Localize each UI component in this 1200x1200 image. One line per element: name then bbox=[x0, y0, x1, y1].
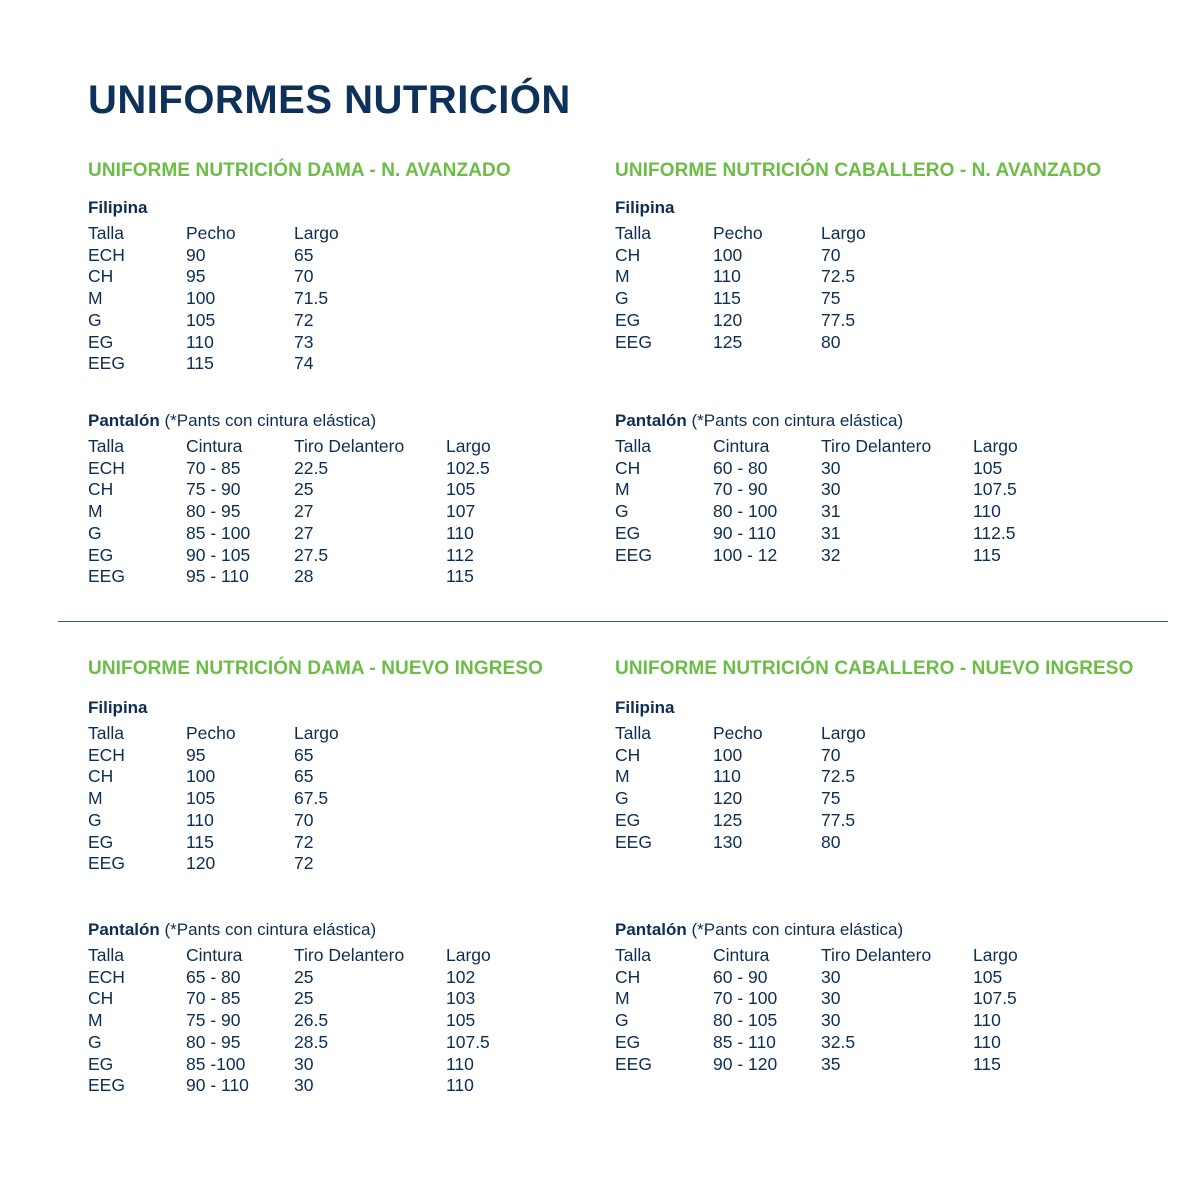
pantalon-table bbox=[615, 436, 1018, 566]
table-cell: G bbox=[88, 1031, 102, 1052]
table-cell: EG bbox=[615, 309, 641, 330]
table-row bbox=[88, 245, 446, 267]
table-cell: 32.5 bbox=[821, 1031, 856, 1052]
table-cell: 125 bbox=[713, 809, 743, 830]
column-header: Tiro Delantero bbox=[821, 436, 932, 456]
table-cell: 95 bbox=[186, 266, 206, 287]
filipina-table bbox=[615, 223, 973, 353]
table-header-row bbox=[88, 436, 491, 458]
table-cell: 110 bbox=[973, 1031, 1001, 1052]
table-cell: 72 bbox=[294, 853, 314, 874]
table-cell: 30 bbox=[821, 988, 841, 1009]
table-cell: EEG bbox=[615, 331, 652, 352]
column-header: Talla bbox=[88, 436, 124, 456]
table-row bbox=[88, 1032, 491, 1054]
table-row bbox=[615, 310, 973, 332]
filipina-table bbox=[615, 723, 973, 853]
table-row bbox=[615, 501, 1018, 523]
table-row bbox=[88, 353, 446, 375]
table-row bbox=[88, 766, 446, 788]
table-header-row bbox=[615, 723, 973, 745]
column-header: Pecho bbox=[713, 223, 763, 243]
table-cell: 65 - 80 bbox=[186, 966, 241, 987]
table-cell: 100 bbox=[713, 244, 743, 265]
section-title: UNIFORME NUTRICIÓN DAMA - N. AVANZADO bbox=[88, 160, 511, 181]
column-header: Cintura bbox=[713, 436, 770, 456]
column-header: Tiro Delantero bbox=[821, 945, 932, 965]
table-cell: 70 bbox=[821, 744, 841, 765]
table-cell: 60 - 80 bbox=[713, 457, 768, 478]
table-cell: 110 bbox=[186, 809, 214, 830]
table-row bbox=[88, 545, 491, 567]
table-cell: EEG bbox=[88, 353, 125, 374]
table-cell: 110 bbox=[446, 1075, 474, 1096]
table-cell: CH bbox=[88, 266, 114, 287]
filipina-block bbox=[88, 198, 446, 375]
table-cell: 85 -100 bbox=[186, 1053, 246, 1074]
column-header: Largo bbox=[446, 945, 491, 965]
table-cell: 27 bbox=[294, 501, 314, 522]
column-header: Largo bbox=[821, 723, 866, 743]
table-cell: EG bbox=[615, 809, 641, 830]
column-header: Cintura bbox=[186, 436, 243, 456]
table-cell: 105 bbox=[973, 457, 1003, 478]
table-row bbox=[88, 832, 446, 854]
table-cell: 105 bbox=[446, 1010, 476, 1031]
column-header: Largo bbox=[821, 223, 866, 243]
table-row bbox=[615, 967, 1018, 989]
table-cell: EEG bbox=[615, 544, 652, 565]
section-title: UNIFORME NUTRICIÓN CABALLERO - N. AVANZADO bbox=[615, 160, 1102, 181]
table-cell: EEG bbox=[88, 853, 125, 874]
table-cell: 75 - 90 bbox=[186, 1010, 241, 1031]
table-cell: 115 bbox=[446, 566, 474, 587]
table-row bbox=[615, 479, 1018, 501]
table-row bbox=[88, 967, 491, 989]
table-cell: 77.5 bbox=[821, 809, 856, 830]
column-header: Largo bbox=[294, 723, 339, 743]
column-header: Largo bbox=[973, 945, 1018, 965]
table-cell: EEG bbox=[615, 1053, 652, 1074]
table-cell: M bbox=[615, 988, 630, 1009]
table-cell: 25 bbox=[294, 966, 314, 987]
table-cell: 71.5 bbox=[294, 288, 329, 309]
table-cell: 28.5 bbox=[294, 1031, 329, 1052]
table-row bbox=[88, 501, 491, 523]
page-title: UNIFORMES NUTRICIÓN bbox=[88, 78, 571, 122]
table-cell: ECH bbox=[88, 744, 125, 765]
column-header: Pecho bbox=[186, 723, 236, 743]
table-cell: 65 bbox=[294, 766, 314, 787]
table-cell: G bbox=[615, 1010, 629, 1031]
table-cell: EEG bbox=[615, 831, 652, 852]
pantalon-block bbox=[615, 920, 1018, 1075]
pantalon-table bbox=[615, 945, 1018, 1075]
table-cell: 80 - 105 bbox=[713, 1010, 778, 1031]
table-row bbox=[615, 1032, 1018, 1054]
table-cell: 100 - 12 bbox=[713, 544, 778, 565]
table-cell: 73 bbox=[294, 331, 314, 352]
table-cell: 70 - 100 bbox=[713, 988, 778, 1009]
table-cell: 85 - 110 bbox=[713, 1031, 776, 1052]
table-row bbox=[615, 988, 1018, 1010]
table-cell: 75 - 90 bbox=[186, 479, 241, 500]
table-cell: 25 bbox=[294, 988, 314, 1009]
table-cell: 70 bbox=[294, 809, 314, 830]
table-cell: EG bbox=[615, 1031, 641, 1052]
table-cell: 115 bbox=[973, 1053, 1001, 1074]
table-cell: CH bbox=[615, 457, 641, 478]
table-row bbox=[88, 745, 446, 767]
table-cell: 120 bbox=[186, 853, 216, 874]
table-cell: 72.5 bbox=[821, 266, 856, 287]
filipina-table bbox=[88, 223, 446, 375]
table-cell: 67.5 bbox=[294, 788, 329, 809]
table-cell: 80 - 95 bbox=[186, 501, 241, 522]
table-row bbox=[615, 788, 973, 810]
table-cell: 72.5 bbox=[821, 766, 856, 787]
table-row bbox=[615, 523, 1018, 545]
table-row bbox=[615, 745, 973, 767]
table-cell: EEG bbox=[88, 1075, 125, 1096]
table-cell: 102 bbox=[446, 966, 476, 987]
table-cell: M bbox=[88, 288, 103, 309]
table-cell: 112 bbox=[446, 544, 474, 565]
filipina-block bbox=[615, 198, 973, 353]
table-cell: EG bbox=[88, 544, 114, 565]
table-cell: 22.5 bbox=[294, 457, 329, 478]
table-cell: 75 bbox=[821, 788, 841, 809]
table-cell: 110 bbox=[713, 766, 741, 787]
table-row bbox=[88, 810, 446, 832]
table-cell: 25 bbox=[294, 479, 314, 500]
table-cell: 32 bbox=[821, 544, 841, 565]
table-row bbox=[615, 766, 973, 788]
table-row bbox=[615, 1010, 1018, 1032]
table-row bbox=[88, 479, 491, 501]
table-row bbox=[615, 332, 973, 354]
table-cell: 100 bbox=[713, 744, 743, 765]
table-cell: 30 bbox=[294, 1053, 314, 1074]
column-header: Talla bbox=[615, 436, 651, 456]
table-cell: G bbox=[88, 309, 102, 330]
table-cell: EG bbox=[88, 831, 114, 852]
table-cell: 103 bbox=[446, 988, 476, 1009]
table-cell: 105 bbox=[446, 479, 476, 500]
table-cell: 90 bbox=[186, 244, 206, 265]
table-cell: 90 - 120 bbox=[713, 1053, 778, 1074]
filipina-block bbox=[88, 698, 446, 875]
table-cell: EG bbox=[615, 522, 641, 543]
table-cell: 72 bbox=[294, 831, 314, 852]
table-cell: 74 bbox=[294, 353, 314, 374]
table-cell: 95 bbox=[186, 744, 206, 765]
table-cell: G bbox=[615, 501, 629, 522]
table-cell: CH bbox=[88, 766, 114, 787]
pantalon-block bbox=[88, 920, 491, 1097]
pantalon-label: Pantalón (*Pants con cintura elástica) bbox=[88, 411, 377, 430]
table-cell: EG bbox=[88, 331, 114, 352]
table-cell: 85 - 100 bbox=[186, 522, 251, 543]
table-cell: 80 - 100 bbox=[713, 501, 778, 522]
table-row bbox=[615, 1054, 1018, 1076]
table-row bbox=[88, 788, 446, 810]
table-cell: 105 bbox=[973, 966, 1003, 987]
pantalon-label: Pantalón (*Pants con cintura elástica) bbox=[615, 920, 904, 939]
table-row bbox=[88, 523, 491, 545]
table-cell: ECH bbox=[88, 457, 125, 478]
table-cell: 70 bbox=[821, 244, 841, 265]
table-cell: 70 - 85 bbox=[186, 988, 241, 1009]
table-cell: M bbox=[615, 266, 630, 287]
table-cell: 100 bbox=[186, 766, 216, 787]
pantalon-block bbox=[615, 411, 1018, 566]
table-cell: M bbox=[88, 1010, 103, 1031]
table-cell: 115 bbox=[973, 544, 1001, 565]
table-cell: CH bbox=[615, 744, 641, 765]
table-cell: M bbox=[88, 501, 103, 522]
table-cell: 90 - 105 bbox=[186, 544, 251, 565]
table-row bbox=[88, 988, 491, 1010]
table-cell: G bbox=[88, 809, 102, 830]
section-dama-avanzado bbox=[88, 160, 648, 587]
table-cell: 70 bbox=[294, 266, 314, 287]
table-cell: 110 bbox=[973, 1010, 1001, 1031]
table-row bbox=[88, 332, 446, 354]
table-cell: G bbox=[615, 788, 629, 809]
table-cell: 105 bbox=[186, 788, 216, 809]
table-cell: 115 bbox=[186, 353, 214, 374]
table-cell: 80 bbox=[821, 831, 841, 852]
table-cell: 90 - 110 bbox=[186, 1075, 249, 1096]
table-header-row bbox=[615, 945, 1018, 967]
table-cell: 72 bbox=[294, 309, 314, 330]
section-caballero-avanzado bbox=[615, 160, 1175, 565]
table-cell: 31 bbox=[821, 522, 841, 543]
table-cell: M bbox=[88, 788, 103, 809]
table-cell: 35 bbox=[821, 1053, 841, 1074]
pantalon-block bbox=[88, 411, 491, 588]
table-cell: 107.5 bbox=[446, 1031, 490, 1052]
table-cell: 110 bbox=[446, 522, 474, 543]
section-caballero-nuevo-ingreso bbox=[615, 658, 1175, 1074]
section-title: UNIFORME NUTRICIÓN DAMA - NUEVO INGRESO bbox=[88, 658, 543, 679]
table-cell: 30 bbox=[821, 479, 841, 500]
column-header: Cintura bbox=[713, 945, 770, 965]
table-cell: 65 bbox=[294, 244, 314, 265]
filipina-block bbox=[615, 698, 973, 853]
filipina-label: Filipina bbox=[88, 698, 148, 717]
table-cell: CH bbox=[615, 966, 641, 987]
table-cell: G bbox=[615, 288, 629, 309]
pantalon-label: Pantalón (*Pants con cintura elástica) bbox=[88, 920, 377, 939]
section-dama-nuevo-ingreso bbox=[88, 658, 648, 1096]
table-cell: 110 bbox=[973, 501, 1001, 522]
table-cell: 26.5 bbox=[294, 1010, 329, 1031]
table-cell: 120 bbox=[713, 788, 743, 809]
column-header: Cintura bbox=[186, 945, 243, 965]
column-header: Talla bbox=[88, 223, 124, 243]
filipina-label: Filipina bbox=[615, 198, 675, 217]
pantalon-table bbox=[88, 436, 491, 588]
column-header: Talla bbox=[88, 945, 124, 965]
table-cell: 28 bbox=[294, 566, 314, 587]
table-cell: EG bbox=[88, 1053, 114, 1074]
table-cell: 70 - 85 bbox=[186, 457, 241, 478]
table-cell: ECH bbox=[88, 966, 125, 987]
table-header-row bbox=[88, 723, 446, 745]
table-cell: 27.5 bbox=[294, 544, 329, 565]
column-header: Pecho bbox=[713, 723, 763, 743]
table-cell: 107 bbox=[446, 501, 476, 522]
table-cell: CH bbox=[615, 244, 641, 265]
table-header-row bbox=[615, 436, 1018, 458]
table-row bbox=[88, 1054, 491, 1076]
table-cell: 107.5 bbox=[973, 479, 1017, 500]
table-row bbox=[88, 458, 491, 480]
filipina-table bbox=[88, 723, 446, 875]
filipina-label: Filipina bbox=[88, 198, 148, 217]
table-cell: 30 bbox=[821, 1010, 841, 1031]
table-cell: 90 - 110 bbox=[713, 522, 776, 543]
table-cell: 30 bbox=[294, 1075, 314, 1096]
table-cell: 80 bbox=[821, 331, 841, 352]
table-cell: 27 bbox=[294, 522, 314, 543]
table-cell: 130 bbox=[713, 831, 743, 852]
table-row bbox=[615, 810, 973, 832]
table-cell: CH bbox=[88, 988, 114, 1009]
column-header: Talla bbox=[615, 723, 651, 743]
pantalon-label: Pantalón (*Pants con cintura elástica) bbox=[615, 411, 904, 430]
section-divider bbox=[58, 621, 1168, 622]
table-cell: 110 bbox=[186, 331, 214, 352]
column-header: Largo bbox=[973, 436, 1018, 456]
table-row bbox=[88, 288, 446, 310]
table-row bbox=[88, 1010, 491, 1032]
table-row bbox=[88, 266, 446, 288]
table-row bbox=[615, 545, 1018, 567]
table-header-row bbox=[615, 223, 973, 245]
table-cell: M bbox=[615, 766, 630, 787]
table-cell: 30 bbox=[821, 457, 841, 478]
table-cell: 100 bbox=[186, 288, 216, 309]
column-header: Tiro Delantero bbox=[294, 436, 405, 456]
column-header: Talla bbox=[615, 223, 651, 243]
table-cell: 102.5 bbox=[446, 457, 490, 478]
table-row bbox=[88, 853, 446, 875]
table-row bbox=[615, 832, 973, 854]
table-row bbox=[615, 288, 973, 310]
table-cell: EEG bbox=[88, 566, 125, 587]
table-cell: CH bbox=[88, 479, 114, 500]
table-cell: 95 - 110 bbox=[186, 566, 249, 587]
table-cell: 105 bbox=[186, 309, 216, 330]
table-cell: 115 bbox=[713, 288, 741, 309]
column-header: Talla bbox=[88, 723, 124, 743]
table-cell: 77.5 bbox=[821, 309, 856, 330]
column-header: Largo bbox=[446, 436, 491, 456]
table-cell: 115 bbox=[186, 831, 214, 852]
column-header: Largo bbox=[294, 223, 339, 243]
table-cell: 112.5 bbox=[973, 522, 1016, 543]
table-cell: M bbox=[615, 479, 630, 500]
filipina-label: Filipina bbox=[615, 698, 675, 717]
table-cell: 107.5 bbox=[973, 988, 1017, 1009]
table-cell: 110 bbox=[713, 266, 741, 287]
table-cell: 80 - 95 bbox=[186, 1031, 241, 1052]
table-row bbox=[88, 1075, 491, 1097]
column-header: Tiro Delantero bbox=[294, 945, 405, 965]
pantalon-table bbox=[88, 945, 491, 1097]
column-header: Pecho bbox=[186, 223, 236, 243]
table-cell: 30 bbox=[821, 966, 841, 987]
table-header-row bbox=[88, 945, 491, 967]
table-cell: 125 bbox=[713, 331, 743, 352]
table-cell: 110 bbox=[446, 1053, 474, 1074]
table-cell: 60 - 90 bbox=[713, 966, 768, 987]
section-title: UNIFORME NUTRICIÓN CABALLERO - NUEVO INGRESO bbox=[615, 658, 1134, 679]
table-row bbox=[88, 310, 446, 332]
table-row bbox=[88, 566, 491, 588]
table-cell: ECH bbox=[88, 244, 125, 265]
table-cell: 120 bbox=[713, 309, 743, 330]
table-cell: G bbox=[88, 522, 102, 543]
table-header-row bbox=[88, 223, 446, 245]
table-row bbox=[615, 266, 973, 288]
table-cell: 31 bbox=[821, 501, 841, 522]
table-cell: 65 bbox=[294, 744, 314, 765]
table-cell: 75 bbox=[821, 288, 841, 309]
column-header: Talla bbox=[615, 945, 651, 965]
table-row bbox=[615, 458, 1018, 480]
table-cell: 70 - 90 bbox=[713, 479, 768, 500]
table-row bbox=[615, 245, 973, 267]
